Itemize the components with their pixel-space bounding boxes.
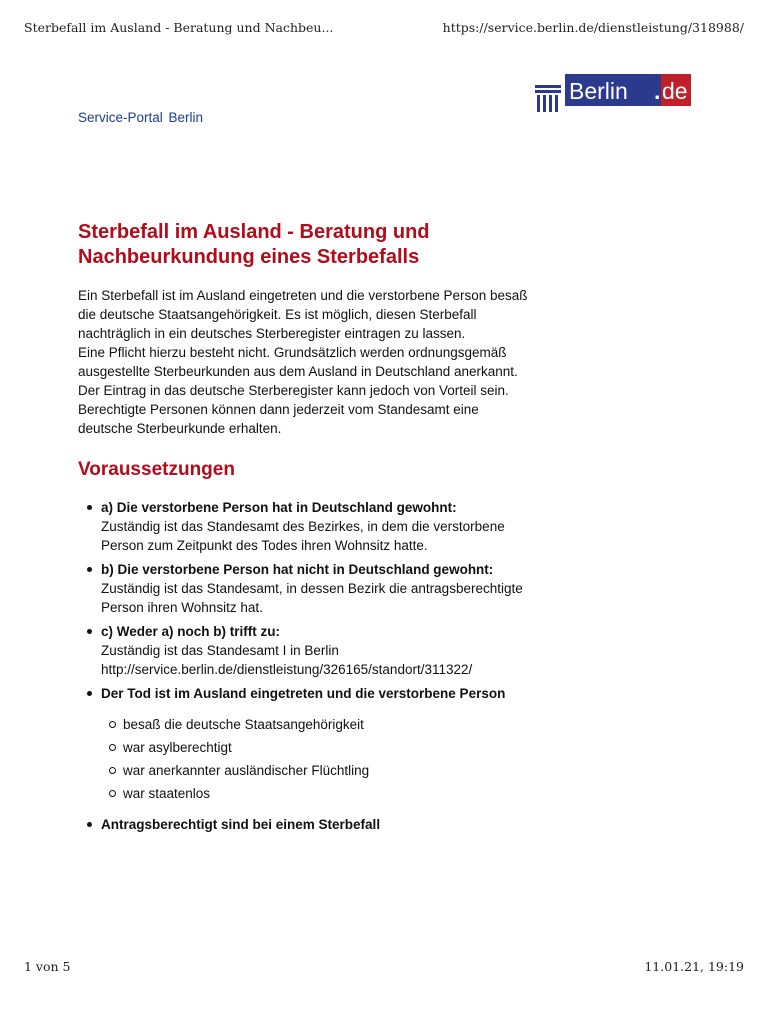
logo-text-dot: .: [654, 78, 661, 104]
print-footer: [24, 959, 744, 979]
intro-paragraph: Der Eintrag in das deutsche Sterberegister kann jedoch von Vorteil sein. Berechtigte Personen können dann jederzeit vom Standesamt eine deutsche Sterbeurkunde erhalten.: [78, 383, 509, 436]
brandenburg-gate-icon: [535, 72, 691, 114]
print-header-title: Sterbefall im Ausland - Beratung und Nachbeu...: [24, 20, 334, 35]
intro-paragraph: Ein Sterbefall ist im Ausland eingetreten und die verstorbene Person besaß die deutsche Staatsangehörigkeit. Es ist möglich, diesen Sterbefall nachträglich in ein deutsches Sterberegister eintragen zu lassen.: [78, 288, 528, 341]
requirements-list: [78, 498, 528, 834]
requirement-text: Zuständig ist das Standesamt I in Berlin: [101, 643, 339, 658]
section-heading-voraussetzungen: Voraussetzungen: [78, 459, 235, 480]
requirement-label: c) Weder a) noch b) trifft zu:: [101, 624, 280, 639]
sub-list-item: war anerkannter ausländischer Flüchtling: [123, 761, 528, 780]
main-content: [78, 220, 528, 839]
page-title: Sterbefall im Ausland - Beratung und Nachbeurkundung eines Sterbefalls: [78, 221, 430, 268]
nationality-sublist: [101, 715, 528, 803]
print-header: [24, 20, 744, 40]
page-number: 1 von 5: [24, 959, 71, 974]
print-datetime: 11.01.21, 19:19: [644, 959, 744, 974]
print-header-url: https://service.berlin.de/dienstleistung/318988/: [442, 20, 744, 35]
list-item: [101, 622, 528, 679]
list-item: [101, 498, 528, 555]
requirement-text: Zuständig ist das Standesamt, in dessen Bezirk die antragsberechtigte Person ihren Wohnsitz hat.: [101, 581, 523, 615]
requirement-label: a) Die verstorbene Person hat in Deutschland gewohnt:: [101, 500, 457, 515]
sub-list-item: war asylberechtigt: [123, 738, 528, 757]
list-item: [101, 560, 528, 617]
berlin-de-logo[interactable]: [535, 72, 691, 114]
list-item: [101, 684, 528, 803]
intro-text: [78, 286, 528, 438]
service-portal-link[interactable]: Service-Portal Berlin: [78, 110, 204, 125]
requirement-text: Zuständig ist das Standesamt des Bezirkes, in dem die verstorbene Person zum Zeitpunkt des Todes ihren Wohnsitz hatte.: [101, 519, 505, 553]
sub-list-item: war staatenlos: [123, 784, 528, 803]
list-item: [101, 815, 528, 834]
requirement-label: b) Die verstorbene Person hat nicht in Deutschland gewohnt:: [101, 562, 494, 577]
intro-paragraph: Eine Pflicht hierzu besteht nicht. Grundsätzlich werden ordnungsgemäß ausgestellte Sterbeurkunden aus dem Ausland in Deutschland anerkannt.: [78, 345, 518, 379]
standesamt-link[interactable]: http://service.berlin.de/dienstleistung/326165/standort/311322/: [101, 662, 473, 677]
logo-text-de: de: [662, 78, 688, 104]
requirement-label: Der Tod ist im Ausland eingetreten und die verstorbene Person: [101, 686, 506, 701]
logo-text-berlin: Berlin: [569, 78, 628, 104]
sub-list-item: besaß die deutsche Staatsangehörigkeit: [123, 715, 528, 734]
requirement-label: Antragsberechtigt sind bei einem Sterbefall: [101, 817, 381, 832]
